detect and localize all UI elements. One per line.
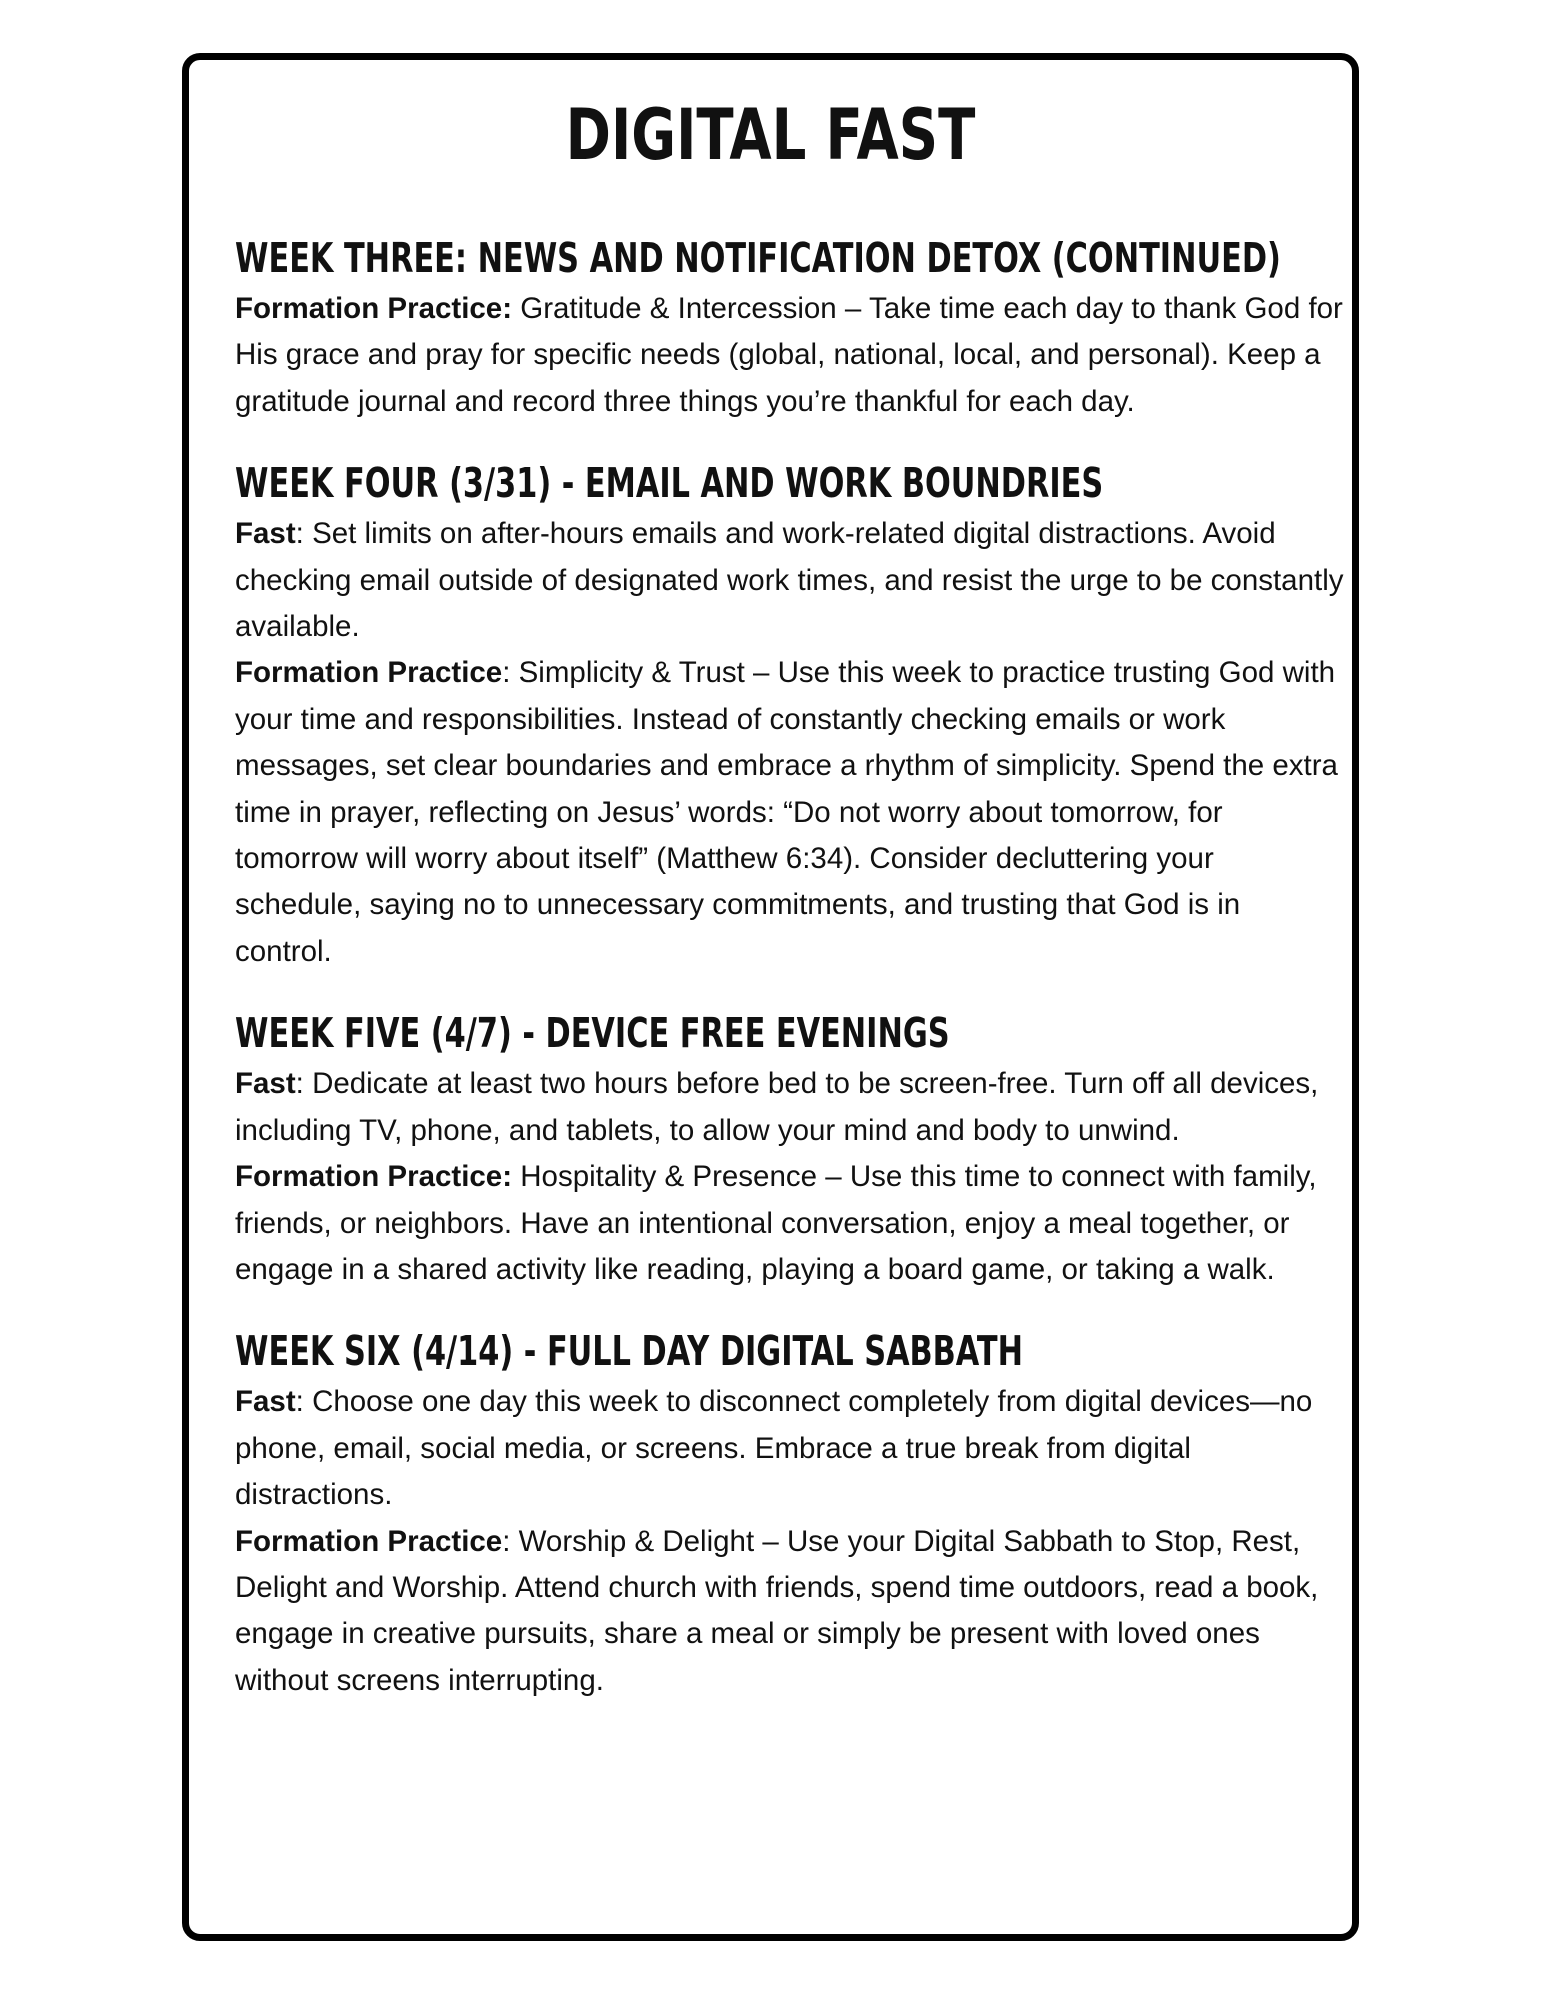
document-card <box>182 53 1359 1941</box>
formation-practice-paragraph <box>235 1154 1345 1293</box>
section-week-six <box>235 1325 1345 1704</box>
paragraph-label: Fast <box>235 1385 296 1419</box>
paragraph-text: : Simplicity & Trust – Use this week to practice trusting God with your time and responsibilities. Instead of constantly checking emails or work messages, set clear boundaries and embrace a rhythm of simplicity. Spend the extra time in prayer, reflecting on Jesus’ words: “Do not worry about tomorrow, for tomorrow will worry about itself” (Matthew 6:34). Consider decluttering your schedule, saying no to unnecessary commitments, and trusting that God is in control. <box>235 656 1338 968</box>
fast-paragraph <box>235 1061 1345 1154</box>
paragraph-label: Fast <box>235 1067 296 1101</box>
formation-practice-paragraph <box>235 650 1345 975</box>
paragraph-text: Hospitality & Presence – Use this time to connect with family, friends, or neighbors. Have an intentional conversation, enjoy a meal together, or engage in a shared activity like reading, playing a board game, or taking a walk. <box>235 1160 1317 1286</box>
formation-practice-paragraph <box>235 1519 1345 1705</box>
section-week-three <box>235 232 1345 425</box>
fast-paragraph <box>235 511 1345 650</box>
paragraph-label: Formation Practice: <box>235 1160 513 1194</box>
paragraph-text: : Dedicate at least two hours before bed to be screen-free. Turn off all devices, including TV, phone, and tablets, to allow your mind and body to unwind. <box>235 1067 1319 1147</box>
section-heading: WEEK SIX (4/14) - FULL DAY DIGITAL SABBATH <box>235 1327 1024 1376</box>
paragraph-label: Formation Practice <box>235 1524 503 1558</box>
page-title: DIGITAL FAST <box>565 94 976 176</box>
section-week-five <box>235 1007 1345 1293</box>
paragraph-text: : Worship & Delight – Use your Digital Sabbath to Stop, Rest, Delight and Worship. Attend church with friends, spend time outdoors, read a book, engage in creative pursuits, share a meal or simply be present with loved ones without screens interrupting. <box>235 1524 1319 1697</box>
paragraph-text: Gratitude & Intercession – Take time each day to thank God for His grace and pray for specific needs (global, national, local, and personal). Keep a gratitude journal and record three things you’re thankful for each day. <box>235 292 1343 418</box>
content-area <box>235 232 1345 1736</box>
formation-practice-paragraph <box>235 286 1345 425</box>
section-heading: WEEK THREE: NEWS AND NOTIFICATION DETOX (CONTINUED) <box>235 234 1281 282</box>
paragraph-text: : Set limits on after-hours emails and work-related digital distractions. Avoid checking email outside of designated work times, and resist the urge to be constantly available. <box>235 517 1344 644</box>
fast-paragraph <box>235 1379 1345 1518</box>
section-week-four <box>235 457 1345 975</box>
paragraph-text: : Choose one day this week to disconnect completely from digital devices—no phone, email, social media, or screens. Embrace a true break from digital distractions. <box>235 1385 1313 1512</box>
section-heading: WEEK FIVE (4/7) - DEVICE FREE EVENINGS <box>235 1009 950 1058</box>
paragraph-label: Formation Practice: <box>235 292 513 325</box>
paragraph-label: Fast <box>235 517 296 551</box>
paragraph-label: Formation Practice <box>235 656 503 690</box>
section-heading: WEEK FOUR (3/31) - EMAIL AND WORK BOUNDRIES <box>235 459 1104 508</box>
